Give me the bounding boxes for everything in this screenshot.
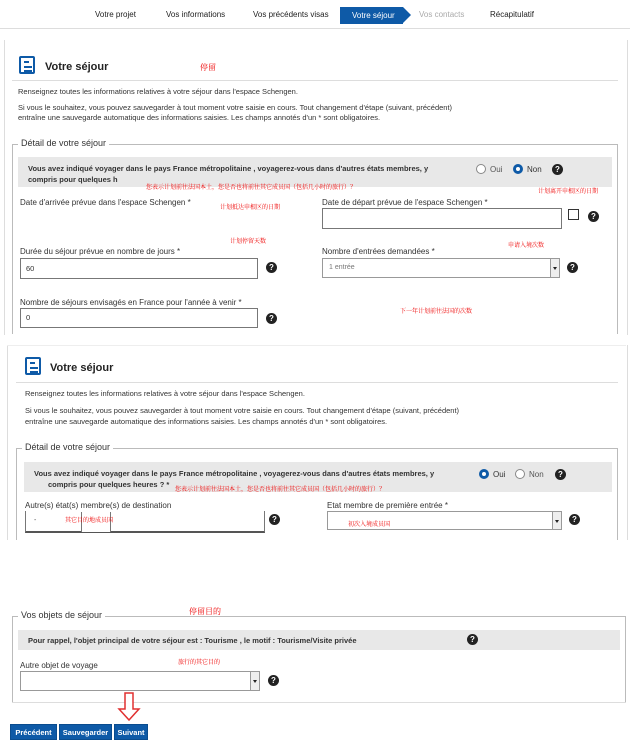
help-icon[interactable]: ?	[588, 211, 599, 222]
entries-select-value: 1 entrée	[329, 264, 355, 271]
fieldset-border-right	[617, 144, 618, 334]
radio-oui[interactable]	[476, 164, 486, 174]
fieldset-border-right	[625, 616, 626, 702]
annotation-question: 您表示计划前往法国本土，您是否也将前往其它成员国（包括几小时的旅行）？	[175, 487, 386, 493]
question-text-line1: Vous avez indiqué voyager dans le pays France métropolitaine , voyagerez-vous dans d'autres états membres, y	[28, 164, 429, 173]
previous-button[interactable]: Précédent	[10, 724, 57, 740]
chevron-down-icon	[550, 259, 559, 277]
annotation-duration: 计划停留天数	[230, 239, 267, 245]
annotation-first-entry: 初次入境成员国	[348, 522, 391, 528]
fieldset-border-right	[617, 448, 618, 540]
radio-oui[interactable]	[479, 469, 489, 479]
help-icon[interactable]: ?	[467, 634, 478, 645]
arrow-down-icon	[117, 692, 141, 722]
radio-non[interactable]	[515, 469, 525, 479]
help-icon[interactable]: ?	[266, 262, 277, 273]
tab-recapitulatif[interactable]: Récapitulatif	[490, 10, 535, 19]
chevron-down-icon	[552, 512, 561, 529]
help-icon[interactable]: ?	[567, 262, 578, 273]
duration-label: Durée du séjour prévue en nombre de jours *	[20, 247, 181, 256]
departure-date-input[interactable]	[322, 208, 562, 229]
tab-votre-sejour[interactable]: Votre séjour	[340, 7, 403, 24]
save-info-line1: Si vous le souhaitez, vous pouvez sauvegarder à tout moment votre saisie en cours. Tout changement d'étape (suivant, précédent)	[18, 103, 453, 112]
save-info-line1: Si vous le souhaitez, vous pouvez sauvegarder à tout moment votre saisie en cours. Tout changement d'étape (suivant, précédent)	[25, 406, 460, 415]
radio-non[interactable]	[513, 164, 523, 174]
page-title: Votre séjour	[45, 61, 109, 73]
fieldset-border-left	[16, 448, 17, 540]
annotation-other-purpose: 旅行的其它目的	[178, 660, 221, 666]
annotation-question: 您表示计划前往法国本土，您是否也将前往其它成员国（包括几小时的旅行）？	[146, 185, 357, 191]
title-divider	[12, 80, 618, 81]
question-text-line1: Vous avez indiqué voyager dans le pays France métropolitaine , voyagerez-vous dans d'autres états membres, y	[34, 469, 435, 478]
title-divider	[16, 382, 618, 383]
first-entry-label: Etat membre de première entrée *	[327, 501, 448, 510]
tab-votre-projet[interactable]: Votre projet	[95, 10, 136, 19]
document-icon	[25, 357, 41, 375]
annotation-destination: 其它目的地成员国	[65, 518, 114, 524]
entries-label: Nombre d'entrées demandées *	[322, 247, 435, 256]
tab-divider	[0, 28, 630, 29]
stays-label: Nombre de séjours envisagés en France pour l'année à venir *	[20, 298, 242, 307]
save-info-line2: entraîne une sauvegarde automatique des informations saisies. Les champs annotés d'un * sont obligatoires.	[18, 113, 381, 122]
radio-non-label: Non	[529, 470, 544, 479]
help-icon[interactable]: ?	[552, 164, 563, 175]
help-icon[interactable]: ?	[266, 313, 277, 324]
save-button[interactable]: Sauvegarder	[59, 724, 112, 740]
help-icon[interactable]: ?	[555, 469, 566, 480]
next-button[interactable]: Suivant	[114, 724, 148, 740]
radio-oui-label: Oui	[490, 165, 503, 174]
destination-value: -	[34, 517, 37, 524]
arrival-date-label: Date d'arrivée prévue dans l'espace Schengen *	[20, 198, 191, 207]
stays-input[interactable]: 0	[20, 308, 258, 328]
other-purpose-select[interactable]	[20, 671, 260, 691]
fieldset-border-left	[12, 144, 13, 334]
intro-text: Renseignez toutes les informations relatives à votre séjour dans l'espace Schengen.	[18, 87, 298, 96]
entries-select[interactable]	[322, 258, 560, 278]
destination-label: Autre(s) état(s) membre(s) de destination	[25, 501, 172, 510]
help-icon[interactable]: ?	[269, 514, 280, 525]
annotation-arrival: 计划抵达申根区的日期	[220, 205, 281, 211]
destination-multiselect[interactable]	[25, 511, 265, 533]
annotation-entries: 申请入境次数	[508, 243, 545, 249]
reminder-box	[18, 630, 620, 650]
fieldset-border-bottom	[12, 702, 626, 703]
chevron-down-icon	[250, 672, 259, 690]
calendar-icon[interactable]	[568, 209, 579, 220]
fieldset-legend: Détail de votre séjour	[22, 442, 113, 452]
step-tabs	[0, 0, 630, 28]
question-text-line2: compris pour quelques heures ? *	[48, 480, 170, 489]
tab-vos-precedents-visas[interactable]: Vos précédents visas	[253, 10, 329, 19]
panel-top-border	[7, 345, 626, 346]
save-info-line2: entraîne une sauvegarde automatique des informations saisies. Les champs annotés d'un * sont obligatoires.	[25, 417, 388, 426]
annotation-purpose: 停留目的	[189, 607, 221, 616]
radio-oui-label: Oui	[493, 470, 506, 479]
reminder-text: Pour rappel, l'objet principal de votre séjour est : Tourisme , le motif : Tourisme/Visite privée	[28, 636, 357, 645]
help-icon[interactable]: ?	[569, 514, 580, 525]
fieldset-border-left	[12, 616, 13, 702]
intro-text: Renseignez toutes les informations relatives à votre séjour dans l'espace Schengen.	[25, 389, 305, 398]
annotation-stay: 停留	[200, 63, 216, 72]
question-text-line2: compris pour quelques h	[28, 175, 118, 184]
fieldset-legend: Détail de votre séjour	[18, 138, 109, 148]
document-icon	[19, 56, 35, 74]
tab-vos-contacts: Vos contacts	[419, 10, 465, 19]
radio-non-label: Non	[527, 165, 542, 174]
other-purpose-label: Autre objet de voyage	[20, 661, 98, 670]
tab-vos-informations[interactable]: Vos informations	[166, 10, 226, 19]
annotation-stays: 下一年计划前往法国的次数	[400, 309, 473, 315]
departure-date-label: Date de départ prévue de l'espace Schengen *	[322, 198, 488, 207]
section-title: Votre séjour	[50, 362, 114, 374]
duration-input[interactable]: 60	[20, 258, 258, 279]
help-icon[interactable]: ?	[268, 675, 279, 686]
annotation-departure: 计划离开申根区的日期	[538, 189, 599, 195]
fieldset-legend: Vos objets de séjour	[18, 610, 105, 620]
